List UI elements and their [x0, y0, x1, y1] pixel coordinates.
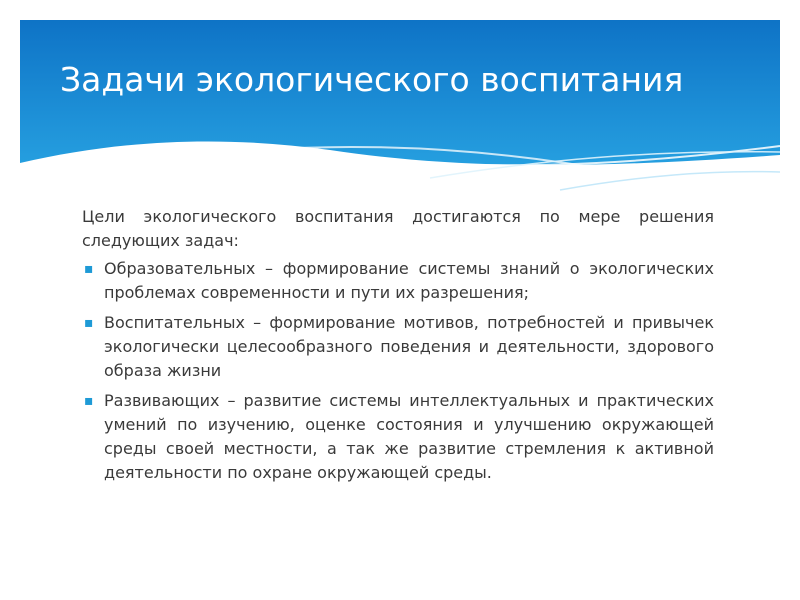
list-item-text: Воспитательных – формирование мотивов, потребностей и привычек экологически целесообразного поведения и деятельности, здорового образа жизни: [104, 313, 714, 380]
list-item: [82, 389, 714, 485]
list-item-text: Образовательных – формирование системы знаний о экологических проблемах современности и пути их разрешения;: [104, 259, 714, 302]
intro-text: Цели экологического воспитания достигаются по мере решения следующих задач:: [82, 207, 714, 250]
list-item: [82, 257, 714, 305]
slide-title: Задачи экологического воспитания: [60, 60, 684, 99]
slide-body: [82, 205, 714, 491]
list-item-text: Развивающих – развитие системы интеллектуальных и практических умений по изучению, оценке состояния и улучшению окружающей среды своей местности, а так же развитие стремления к активной деятельности по охране окружающей среды.: [104, 391, 714, 482]
square-bullet-icon: ▪: [84, 315, 94, 331]
square-bullet-icon: ▪: [84, 261, 94, 277]
list-item: [82, 311, 714, 383]
task-list: [82, 257, 714, 485]
square-bullet-icon: ▪: [84, 393, 94, 409]
